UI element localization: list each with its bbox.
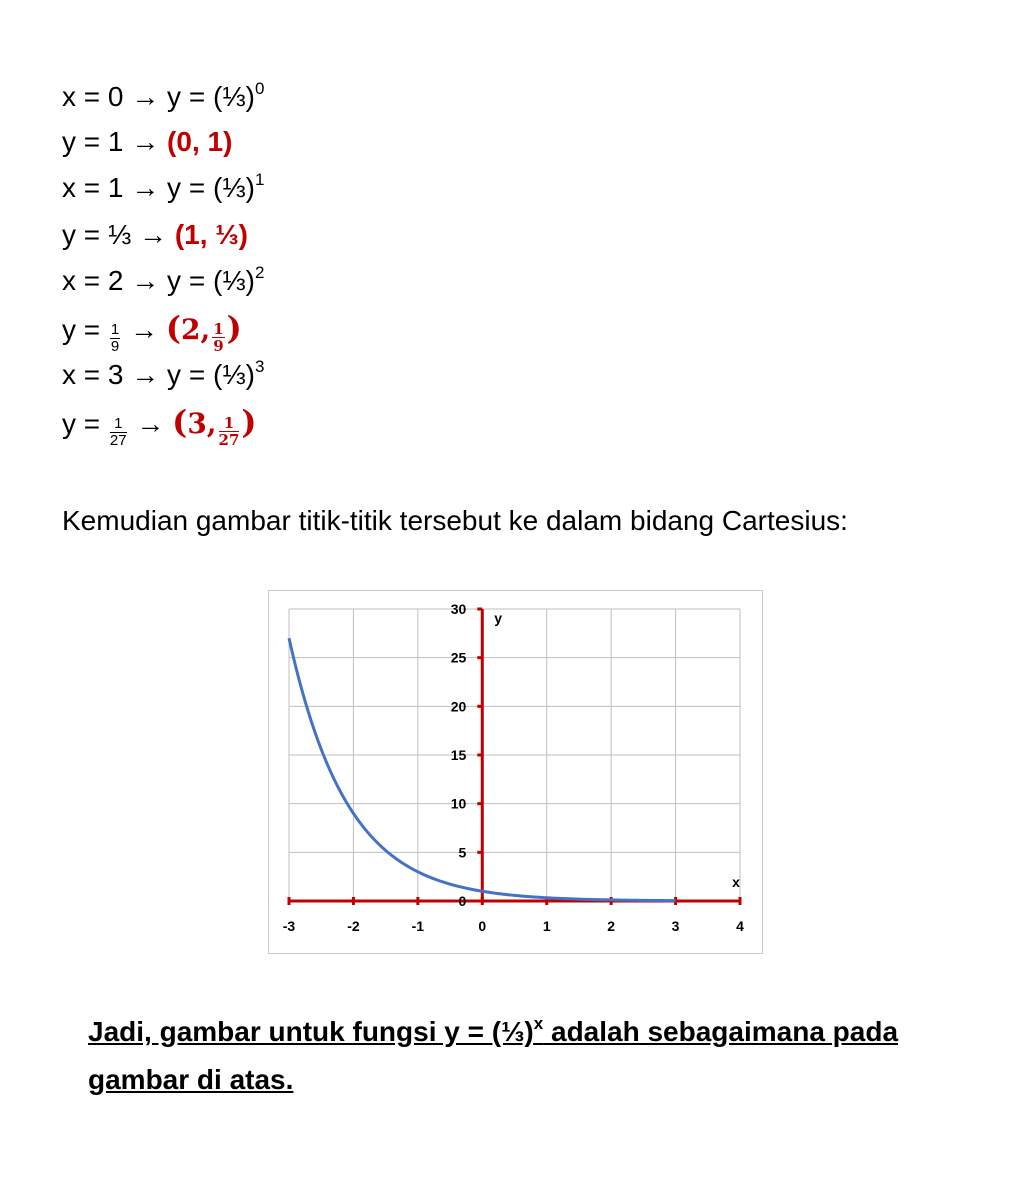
paren-close: ) [241,403,257,441]
step-lhs: y = 1 [62,126,124,157]
step-line [62,218,248,252]
point [165,309,242,355]
step-line [62,405,257,449]
exponent: 2 [254,263,265,282]
denominator: 27 [218,431,240,449]
exponential-chart [269,591,764,955]
arrow-icon: → [131,81,160,112]
step-line [62,358,264,392]
step-rhs: y = (⅓) [167,359,255,390]
x-tick-label: 4 [736,918,744,934]
step-lhs: y = [62,314,101,345]
arrow-icon: → [131,126,160,157]
y-tick-label: 30 [450,601,467,617]
step-rhs: y = (⅓) [167,265,255,296]
step-lhs: x = 2 [62,265,124,296]
step-lhs: x = 0 [62,81,124,112]
x-tick-label: -1 [411,918,425,934]
y-axis-label: y [494,610,503,626]
conclusion-after: adalah sebagaimana pada gambar di atas. [88,1016,899,1095]
x-tick-label: -3 [282,918,296,934]
y-tick-label: 5 [458,844,467,861]
fraction [110,416,127,449]
point-x: 2, [180,313,211,346]
step-lhs: y = [62,408,101,439]
exponent: 3 [254,357,265,376]
step-line [62,80,264,114]
arrow-icon: → [131,359,160,390]
denominator: 27 [109,432,127,449]
arrow-icon: → [131,265,160,296]
fraction [219,415,240,448]
conclusion-text [88,1008,968,1104]
x-axis-label: x [732,874,740,890]
denominator: 9 [213,337,224,355]
x-tick-label: 0 [478,918,487,934]
paren-close: ) [226,309,242,347]
conclusion-exponent: x [533,1014,544,1033]
y-tick-label: 20 [450,698,467,715]
step-rhs: y = (⅓) [167,81,255,112]
arrow-icon: → [136,408,165,439]
y-tick-label: 15 [450,747,467,763]
chart-frame [268,590,763,954]
intro-text: Kemudian gambar titik-titik tersebut ke dalam bidang Cartesius: [62,505,848,536]
x-tick-label: 3 [671,918,680,934]
y-tick-label: 0 [458,893,467,909]
point: (1, ⅓) [174,219,248,250]
step-lhs: x = 1 [62,172,124,203]
point [172,403,257,449]
numerator: 1 [110,321,120,338]
step-lhs: x = 3 [62,359,124,390]
step-lhs: y = ⅓ [62,219,132,250]
point-x: 3, [187,407,217,440]
step-line [62,311,242,355]
fraction [212,321,224,354]
fraction [110,322,120,355]
step-line [62,125,232,159]
x-tick-label: -2 [347,918,360,934]
denominator: 9 [110,338,120,355]
arrow-icon: → [131,172,160,203]
x-tick-label: 2 [607,918,616,934]
paren-open: ( [172,403,188,441]
conclusion-before: Jadi, gambar untuk fungsi y = (⅓) [88,1016,534,1047]
numerator: 1 [110,416,127,433]
y-tick-label: 10 [450,795,467,812]
exponent: 0 [254,79,265,98]
paren-open: ( [165,309,181,347]
numerator: 1 [213,320,224,338]
x-tick-label: 1 [542,918,551,934]
step-line [62,171,264,205]
numerator: 1 [219,415,240,432]
step-rhs: y = (⅓) [167,172,255,203]
y-tick-label: 25 [450,649,467,666]
arrow-icon: → [139,219,168,250]
exponent: 1 [254,170,265,189]
step-line [62,264,264,298]
arrow-icon: → [130,314,159,345]
point: (0, 1) [167,126,233,157]
